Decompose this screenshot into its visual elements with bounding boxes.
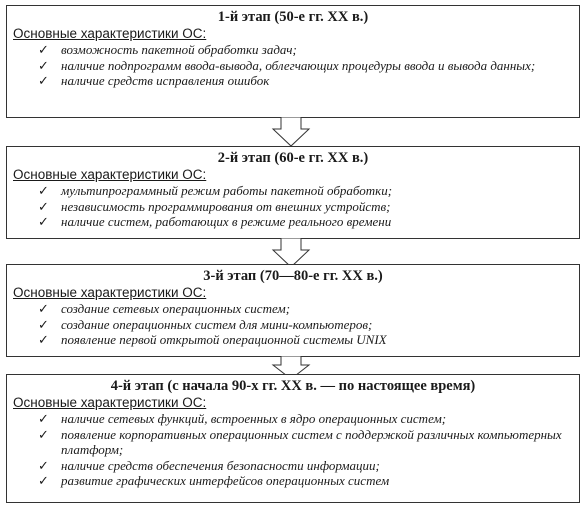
checkmark-icon: ✓: [38, 426, 49, 442]
item-text: независимость программирования от внешних устройств;: [61, 198, 391, 214]
item-text: возможность пакетной обработки задач;: [61, 42, 297, 57]
characteristics-heading: Основные характеристики ОС:: [13, 167, 207, 182]
item-text: появление корпоративных операционных систем с поддержкой различных компьютерных платформ;: [61, 426, 562, 457]
checkmark-icon: ✓: [38, 411, 49, 426]
item-text: наличие сетевых функций, встроенных в ядро операционных систем;: [61, 411, 447, 426]
list-item: [7, 42, 579, 58]
checkmark-icon: ✓: [38, 301, 49, 316]
list-item: [7, 214, 579, 230]
item-text: создание сетевых операционных систем;: [61, 301, 291, 316]
item-text: наличие средств обеспечения безопасности информации;: [61, 457, 380, 473]
checkmark-icon: ✓: [38, 198, 49, 214]
list-item: [7, 473, 579, 489]
list-item: [7, 301, 579, 317]
list-item: [7, 317, 579, 333]
item-text: наличие систем, работающих в режиме реального времени: [61, 214, 392, 229]
list-item: [7, 73, 579, 89]
checkmark-icon: ✓: [38, 57, 49, 73]
checkmark-icon: ✓: [38, 183, 49, 198]
down-arrow-icon: [270, 117, 312, 147]
checkmark-icon: ✓: [38, 332, 49, 347]
list-item: [7, 183, 579, 199]
checkmark-icon: ✓: [38, 73, 49, 88]
list-item: [7, 427, 579, 458]
list-item: [7, 411, 579, 427]
characteristics-heading: Основные характеристики ОС:: [13, 285, 207, 300]
characteristics-heading: Основные характеристики ОС:: [13, 26, 207, 41]
stage-3-box: [6, 264, 580, 357]
characteristics-heading: Основные характеристики ОС:: [13, 395, 207, 410]
list-item: [7, 458, 579, 474]
stage-4-box: [6, 374, 580, 503]
list-item: [7, 58, 579, 74]
checkmark-icon: ✓: [38, 473, 49, 488]
stage-title: 1-й этап (50-е гг. ХХ в.): [217, 9, 369, 25]
item-text: создание операционных систем для мини-компьютеров;: [61, 316, 373, 332]
item-text: развитие графических интерфейсов операционных систем: [61, 473, 390, 488]
stage-2-box: [6, 146, 580, 239]
stage-1-box: [6, 5, 580, 118]
checkmark-icon: ✓: [38, 214, 49, 229]
list-item: [7, 199, 579, 215]
item-text: мультипрограммный режим работы пакетной обработки;: [61, 183, 393, 198]
stage-title: 3-й этап (70—80-е гг. ХХ в.): [203, 268, 383, 284]
stage-title: 2-й этап (60-е гг. ХХ в.): [217, 150, 369, 166]
stage-title: 4-й этап (с начала 90-х гг. ХХ в. — по настоящее время): [110, 378, 476, 394]
item-text: наличие средств исправления ошибок: [61, 73, 270, 88]
checkmark-icon: ✓: [38, 316, 49, 332]
item-text: наличие подпрограмм ввода-вывода, облегчающих процедуры ввода и вывода данных;: [61, 57, 536, 73]
checkmark-icon: ✓: [38, 42, 49, 57]
item-text: появление первой открытой операционной системы UNIX: [61, 332, 387, 347]
list-item: [7, 332, 579, 348]
checkmark-icon: ✓: [38, 457, 49, 473]
